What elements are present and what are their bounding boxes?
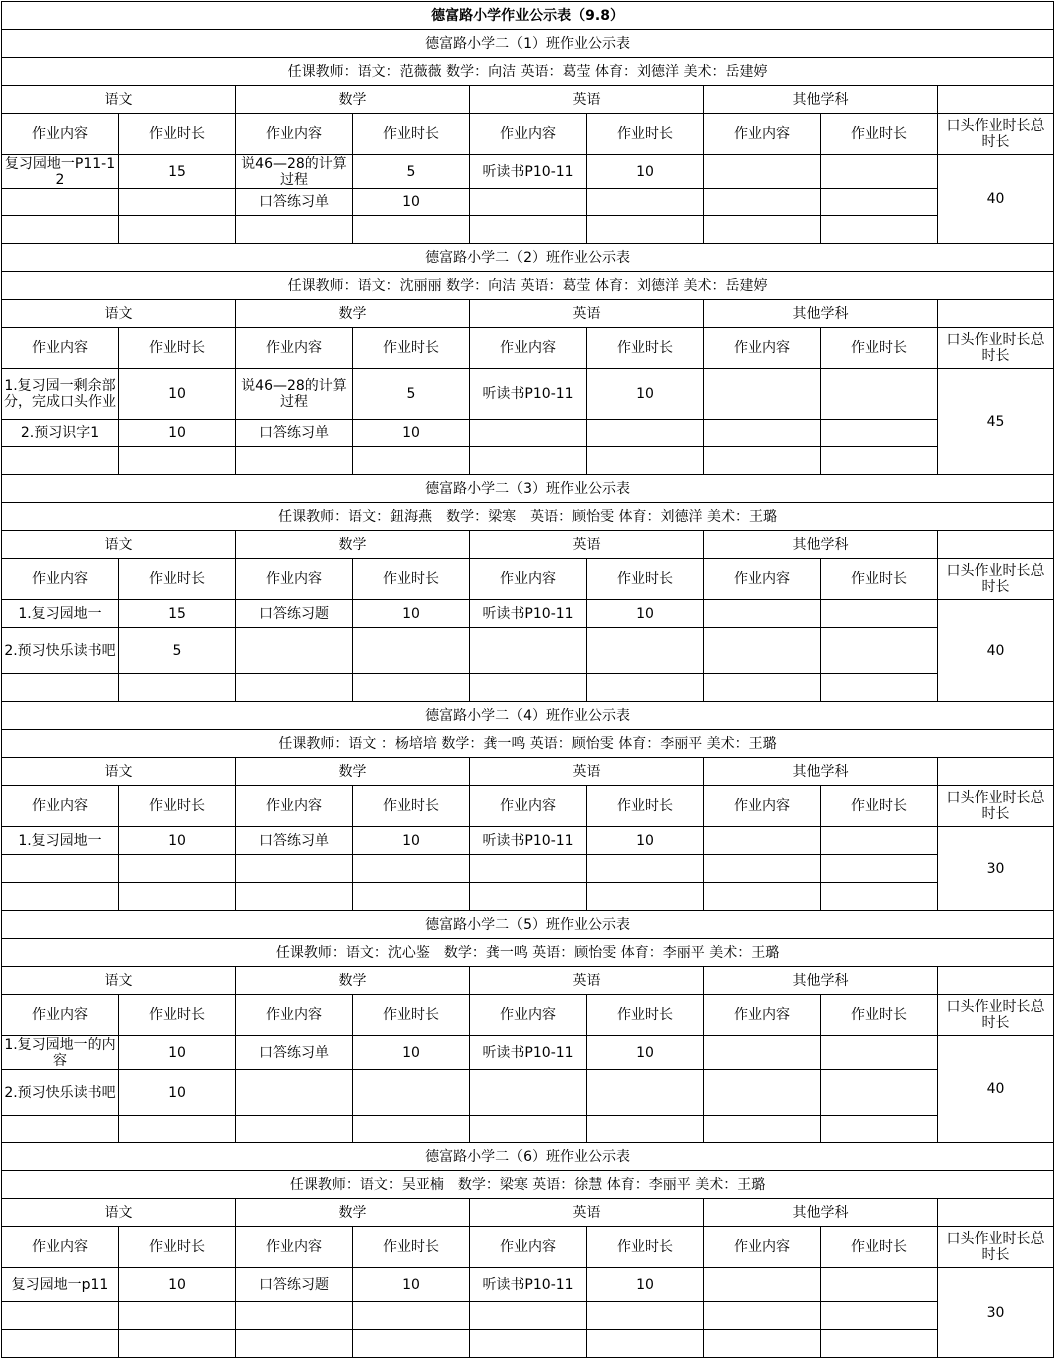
subject-header-row	[2, 758, 1054, 786]
subject-header-row	[2, 86, 1054, 114]
column-duration-header: 作业时长	[587, 328, 704, 369]
english-duration	[587, 674, 704, 702]
chinese-duration	[119, 855, 236, 883]
english-duration	[587, 216, 704, 244]
chinese-content	[2, 883, 119, 911]
class-title-row	[2, 244, 1054, 272]
column-content-header: 作业内容	[704, 559, 821, 600]
math-duration	[353, 1070, 470, 1116]
homework-row	[2, 1036, 1054, 1070]
subject-english: 英语	[470, 86, 704, 114]
subject-chinese: 语文	[2, 1199, 236, 1227]
math-content: 口答练习单	[236, 1036, 353, 1070]
english-content: 听读书P10-11	[470, 155, 587, 189]
column-content-header: 作业内容	[704, 114, 821, 155]
english-content	[470, 855, 587, 883]
class-title-row	[2, 1143, 1054, 1171]
chinese-content	[2, 1302, 119, 1330]
other-duration	[821, 827, 938, 855]
column-duration-header: 作业时长	[821, 114, 938, 155]
math-duration	[353, 628, 470, 674]
homework-row	[2, 1070, 1054, 1116]
english-duration	[587, 883, 704, 911]
homework-row	[2, 447, 1054, 475]
homework-row	[2, 1330, 1054, 1358]
other-content	[704, 189, 821, 216]
other-content	[704, 447, 821, 475]
math-duration	[353, 216, 470, 244]
english-content	[470, 420, 587, 447]
english-duration: 10	[587, 369, 704, 420]
subject-blank	[938, 967, 1054, 995]
chinese-content	[2, 674, 119, 702]
other-content	[704, 628, 821, 674]
sheet-title: 德富路小学作业公示表（9.8）	[2, 2, 1054, 30]
teacher-row	[2, 939, 1054, 967]
class-title: 德富路小学二（2）班作业公示表	[2, 244, 1054, 272]
homework-row	[2, 600, 1054, 628]
other-content	[704, 1070, 821, 1116]
teacher-row	[2, 58, 1054, 86]
math-duration: 10	[353, 420, 470, 447]
chinese-duration: 10	[119, 1070, 236, 1116]
english-content	[470, 447, 587, 475]
other-content	[704, 827, 821, 855]
math-duration: 10	[353, 189, 470, 216]
math-duration: 10	[353, 1036, 470, 1070]
subject-math: 数学	[236, 967, 470, 995]
math-duration: 5	[353, 369, 470, 420]
math-duration	[353, 1116, 470, 1143]
column-total-header: 口头作业时长总时长	[938, 995, 1054, 1036]
english-duration	[587, 855, 704, 883]
column-total-header: 口头作业时长总时长	[938, 1227, 1054, 1268]
english-content: 听读书P10-11	[470, 369, 587, 420]
math-duration: 5	[353, 155, 470, 189]
subject-math: 数学	[236, 758, 470, 786]
column-header-row	[2, 995, 1054, 1036]
column-content-header: 作业内容	[470, 559, 587, 600]
column-duration-header: 作业时长	[587, 559, 704, 600]
column-total-header: 口头作业时长总时长	[938, 328, 1054, 369]
homework-row	[2, 674, 1054, 702]
subject-english: 英语	[470, 1199, 704, 1227]
column-duration-header: 作业时长	[119, 559, 236, 600]
chinese-duration	[119, 674, 236, 702]
column-duration-header: 作业时长	[119, 114, 236, 155]
other-content	[704, 369, 821, 420]
homework-row	[2, 855, 1054, 883]
column-duration-header: 作业时长	[119, 995, 236, 1036]
teacher-list: 任课教师：语文：沈心鉴 数学：龚一鸣 英语：顾怡雯 体育：李丽平 美术：王璐	[2, 939, 1054, 967]
oral-total: 40	[938, 600, 1054, 702]
column-duration-header: 作业时长	[587, 995, 704, 1036]
other-content	[704, 855, 821, 883]
other-duration	[821, 628, 938, 674]
english-content	[470, 1116, 587, 1143]
subject-blank	[938, 1199, 1054, 1227]
english-duration	[587, 1330, 704, 1358]
column-content-header: 作业内容	[470, 328, 587, 369]
column-header-row	[2, 786, 1054, 827]
other-duration	[821, 155, 938, 189]
column-total-header: 口头作业时长总时长	[938, 786, 1054, 827]
subject-english: 英语	[470, 531, 704, 559]
column-total-header: 口头作业时长总时长	[938, 114, 1054, 155]
oral-total: 40	[938, 1036, 1054, 1143]
oral-total: 40	[938, 155, 1054, 244]
teacher-list: 任课教师：语文：鈕海燕 数学：梁寒 英语：顾怡雯 体育：刘德洋 美术：王璐	[2, 503, 1054, 531]
other-content	[704, 883, 821, 911]
subject-math: 数学	[236, 86, 470, 114]
math-duration	[353, 1302, 470, 1330]
chinese-content: 1.复习园地一的内容	[2, 1036, 119, 1070]
column-duration-header: 作业时长	[119, 328, 236, 369]
english-duration: 10	[587, 600, 704, 628]
math-content: 口答练习单	[236, 189, 353, 216]
chinese-duration: 15	[119, 600, 236, 628]
column-content-header: 作业内容	[236, 1227, 353, 1268]
other-duration	[821, 674, 938, 702]
other-duration	[821, 1116, 938, 1143]
subject-header-row	[2, 1199, 1054, 1227]
chinese-content: 1.复习园地一	[2, 600, 119, 628]
english-duration	[587, 628, 704, 674]
math-content: 口答练习题	[236, 1268, 353, 1302]
subject-chinese: 语文	[2, 86, 236, 114]
english-duration	[587, 1070, 704, 1116]
column-duration-header: 作业时长	[353, 1227, 470, 1268]
column-duration-header: 作业时长	[821, 559, 938, 600]
column-content-header: 作业内容	[704, 328, 821, 369]
column-content-header: 作业内容	[236, 995, 353, 1036]
homework-row	[2, 827, 1054, 855]
homework-row	[2, 155, 1054, 189]
english-content	[470, 1302, 587, 1330]
subject-header-row	[2, 300, 1054, 328]
column-duration-header: 作业时长	[353, 328, 470, 369]
column-duration-header: 作业时长	[821, 786, 938, 827]
class-title-row	[2, 702, 1054, 730]
subject-blank	[938, 86, 1054, 114]
english-duration: 10	[587, 827, 704, 855]
class-title: 德富路小学二（4）班作业公示表	[2, 702, 1054, 730]
column-duration-header: 作业时长	[353, 559, 470, 600]
english-content: 听读书P10-11	[470, 600, 587, 628]
math-duration: 10	[353, 1268, 470, 1302]
column-content-header: 作业内容	[704, 1227, 821, 1268]
chinese-content: 复习园地一P11-12	[2, 155, 119, 189]
column-header-row	[2, 1227, 1054, 1268]
subject-english: 英语	[470, 300, 704, 328]
math-content	[236, 628, 353, 674]
column-content-header: 作业内容	[236, 328, 353, 369]
column-total-header: 口头作业时长总时长	[938, 559, 1054, 600]
other-content	[704, 1268, 821, 1302]
homework-row	[2, 628, 1054, 674]
chinese-content	[2, 1330, 119, 1358]
homework-row	[2, 1302, 1054, 1330]
math-content	[236, 447, 353, 475]
column-header-row	[2, 559, 1054, 600]
column-duration-header: 作业时长	[119, 1227, 236, 1268]
math-duration	[353, 883, 470, 911]
subject-blank	[938, 300, 1054, 328]
column-content-header: 作业内容	[236, 786, 353, 827]
other-duration	[821, 1330, 938, 1358]
math-content	[236, 1070, 353, 1116]
math-duration	[353, 1330, 470, 1358]
other-duration	[821, 216, 938, 244]
teacher-row	[2, 272, 1054, 300]
teacher-row	[2, 503, 1054, 531]
column-header-row	[2, 114, 1054, 155]
english-content	[470, 883, 587, 911]
math-duration: 10	[353, 827, 470, 855]
homework-row	[2, 369, 1054, 420]
english-content	[470, 1330, 587, 1358]
other-duration	[821, 420, 938, 447]
chinese-content: 1.复习园一剩余部分，完成口头作业	[2, 369, 119, 420]
subject-other: 其他学科	[704, 531, 938, 559]
column-content-header: 作业内容	[2, 328, 119, 369]
subject-math: 数学	[236, 1199, 470, 1227]
english-content	[470, 674, 587, 702]
other-duration	[821, 1036, 938, 1070]
math-content	[236, 1116, 353, 1143]
column-duration-header: 作业时长	[587, 1227, 704, 1268]
math-duration: 10	[353, 600, 470, 628]
math-content	[236, 216, 353, 244]
column-duration-header: 作业时长	[587, 786, 704, 827]
chinese-content	[2, 1116, 119, 1143]
column-content-header: 作业内容	[2, 114, 119, 155]
homework-table	[1, 1, 1054, 1358]
english-content: 听读书P10-11	[470, 1268, 587, 1302]
other-duration	[821, 189, 938, 216]
column-content-header: 作业内容	[470, 1227, 587, 1268]
other-duration	[821, 369, 938, 420]
column-duration-header: 作业时长	[353, 114, 470, 155]
other-content	[704, 216, 821, 244]
english-content: 听读书P10-11	[470, 827, 587, 855]
subject-other: 其他学科	[704, 1199, 938, 1227]
chinese-duration: 10	[119, 1036, 236, 1070]
teacher-list: 任课教师：语文：吴亚楠 数学：梁寒 英语：徐慧 体育：李丽平 美术：王璐	[2, 1171, 1054, 1199]
homework-row	[2, 420, 1054, 447]
english-content	[470, 1070, 587, 1116]
chinese-content	[2, 216, 119, 244]
class-title: 德富路小学二（1）班作业公示表	[2, 30, 1054, 58]
oral-total: 45	[938, 369, 1054, 475]
other-content	[704, 420, 821, 447]
subject-blank	[938, 758, 1054, 786]
other-duration	[821, 447, 938, 475]
chinese-duration	[119, 189, 236, 216]
chinese-duration: 15	[119, 155, 236, 189]
math-content: 说46—28的计算过程	[236, 369, 353, 420]
homework-row	[2, 216, 1054, 244]
chinese-content: 1.复习园地一	[2, 827, 119, 855]
other-content	[704, 1302, 821, 1330]
other-duration	[821, 1070, 938, 1116]
subject-math: 数学	[236, 531, 470, 559]
english-content	[470, 628, 587, 674]
column-content-header: 作业内容	[236, 559, 353, 600]
teacher-list: 任课教师：语文：范薇薇 数学：向洁 英语：葛莹 体育：刘德洋 美术：岳建婷	[2, 58, 1054, 86]
chinese-content	[2, 855, 119, 883]
english-content: 听读书P10-11	[470, 1036, 587, 1070]
chinese-content: 2.预习识字1	[2, 420, 119, 447]
chinese-duration: 10	[119, 1268, 236, 1302]
math-duration	[353, 855, 470, 883]
column-content-header: 作业内容	[236, 114, 353, 155]
column-duration-header: 作业时长	[119, 786, 236, 827]
subject-other: 其他学科	[704, 300, 938, 328]
column-duration-header: 作业时长	[821, 328, 938, 369]
subject-math: 数学	[236, 300, 470, 328]
column-content-header: 作业内容	[470, 786, 587, 827]
column-content-header: 作业内容	[704, 786, 821, 827]
math-content	[236, 1330, 353, 1358]
oral-total: 30	[938, 827, 1054, 911]
subject-chinese: 语文	[2, 967, 236, 995]
chinese-content: 2.预习快乐读书吧	[2, 628, 119, 674]
teacher-list: 任课教师：语文：沈丽丽 数学：向洁 英语：葛莹 体育：刘德洋 美术：岳建婷	[2, 272, 1054, 300]
english-duration: 10	[587, 155, 704, 189]
chinese-duration: 10	[119, 827, 236, 855]
subject-english: 英语	[470, 967, 704, 995]
other-content	[704, 674, 821, 702]
column-content-header: 作业内容	[2, 786, 119, 827]
other-content	[704, 1330, 821, 1358]
other-duration	[821, 855, 938, 883]
chinese-duration	[119, 447, 236, 475]
subject-blank	[938, 531, 1054, 559]
teacher-list: 任课教师：语文 ：杨培培 数学：龚一鸣 英语：顾怡雯 体育：李丽平 美术：王璐	[2, 730, 1054, 758]
math-content	[236, 883, 353, 911]
other-content	[704, 600, 821, 628]
subject-chinese: 语文	[2, 300, 236, 328]
chinese-content	[2, 447, 119, 475]
chinese-content: 复习园地一p11	[2, 1268, 119, 1302]
math-content: 口答练习单	[236, 827, 353, 855]
other-duration	[821, 883, 938, 911]
english-content	[470, 189, 587, 216]
math-content: 说46—28的计算过程	[236, 155, 353, 189]
chinese-content: 2.预习快乐读书吧	[2, 1070, 119, 1116]
chinese-duration: 10	[119, 420, 236, 447]
other-duration	[821, 600, 938, 628]
column-content-header: 作业内容	[704, 995, 821, 1036]
chinese-duration	[119, 1116, 236, 1143]
other-content	[704, 1036, 821, 1070]
homework-row	[2, 1268, 1054, 1302]
subject-english: 英语	[470, 758, 704, 786]
column-duration-header: 作业时长	[821, 995, 938, 1036]
math-content	[236, 1302, 353, 1330]
english-duration	[587, 189, 704, 216]
class-title: 德富路小学二（6）班作业公示表	[2, 1143, 1054, 1171]
column-duration-header: 作业时长	[587, 114, 704, 155]
homework-row	[2, 1116, 1054, 1143]
subject-other: 其他学科	[704, 86, 938, 114]
chinese-duration	[119, 1330, 236, 1358]
math-content	[236, 674, 353, 702]
column-duration-header: 作业时长	[821, 1227, 938, 1268]
english-content	[470, 216, 587, 244]
class-title: 德富路小学二（5）班作业公示表	[2, 911, 1054, 939]
column-content-header: 作业内容	[470, 114, 587, 155]
chinese-content	[2, 189, 119, 216]
column-duration-header: 作业时长	[353, 995, 470, 1036]
chinese-duration	[119, 1302, 236, 1330]
subject-other: 其他学科	[704, 967, 938, 995]
english-duration	[587, 420, 704, 447]
column-content-header: 作业内容	[2, 1227, 119, 1268]
class-title-row	[2, 911, 1054, 939]
other-content	[704, 1116, 821, 1143]
chinese-duration	[119, 216, 236, 244]
class-title-row	[2, 30, 1054, 58]
column-content-header: 作业内容	[2, 995, 119, 1036]
math-duration	[353, 674, 470, 702]
math-content: 口答练习题	[236, 600, 353, 628]
english-duration: 10	[587, 1036, 704, 1070]
homework-row	[2, 189, 1054, 216]
column-content-header: 作业内容	[2, 559, 119, 600]
english-duration	[587, 447, 704, 475]
class-title: 德富路小学二（3）班作业公示表	[2, 475, 1054, 503]
other-duration	[821, 1302, 938, 1330]
class-title-row	[2, 475, 1054, 503]
chinese-duration	[119, 883, 236, 911]
teacher-row	[2, 1171, 1054, 1199]
english-duration: 10	[587, 1268, 704, 1302]
english-duration	[587, 1302, 704, 1330]
subject-header-row	[2, 531, 1054, 559]
homework-row	[2, 883, 1054, 911]
column-content-header: 作业内容	[470, 995, 587, 1036]
other-content	[704, 155, 821, 189]
subject-other: 其他学科	[704, 758, 938, 786]
column-duration-header: 作业时长	[353, 786, 470, 827]
other-duration	[821, 1268, 938, 1302]
title-row	[2, 2, 1054, 30]
oral-total: 30	[938, 1268, 1054, 1358]
math-duration	[353, 447, 470, 475]
english-duration	[587, 1116, 704, 1143]
subject-chinese: 语文	[2, 531, 236, 559]
subject-header-row	[2, 967, 1054, 995]
chinese-duration: 10	[119, 369, 236, 420]
math-content: 口答练习单	[236, 420, 353, 447]
math-content	[236, 855, 353, 883]
chinese-duration: 5	[119, 628, 236, 674]
column-header-row	[2, 328, 1054, 369]
subject-chinese: 语文	[2, 758, 236, 786]
teacher-row	[2, 730, 1054, 758]
